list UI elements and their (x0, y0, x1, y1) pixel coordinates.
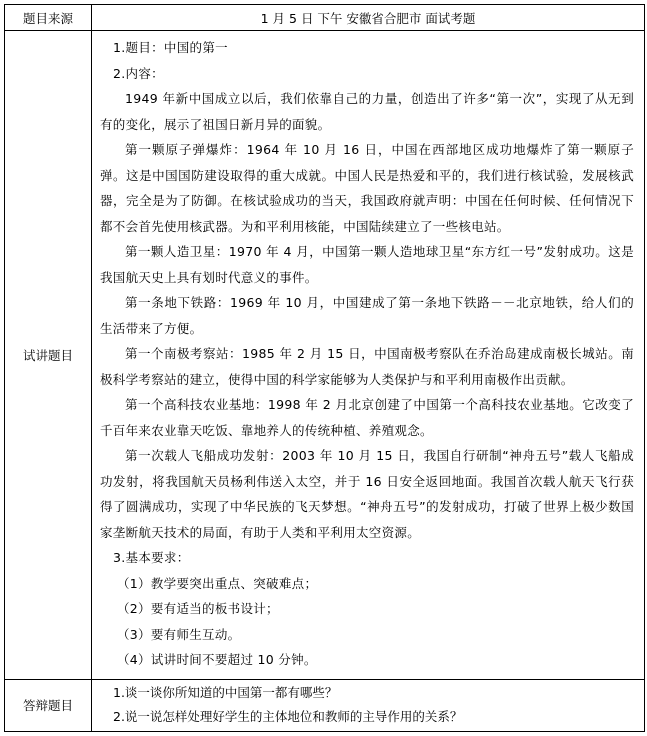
defense-row (5, 679, 645, 731)
header-row (5, 5, 645, 31)
defense-label: 答辩题目 (5, 679, 92, 731)
lecture-content (92, 31, 645, 680)
requirement-item: （3）要有师生互动。 (117, 626, 241, 642)
lecture-label: 试讲题目 (5, 31, 92, 680)
requirement-item: （2）要有适当的板书设计； (117, 601, 279, 616)
source-value: 1 月 5 日 下午 安徽省合肥市 面试考题 (92, 5, 645, 31)
paragraph-antarctic-station: 第一个南极考察站：1985 年 2 月 15 日，中国南极考察队在乔治岛建成南极长城站。南极科学考察站的建立，使得中国的科学家能够为人类保护与和平利用南极作出贡献。 (100, 346, 634, 387)
paragraph-manned-spaceflight: 第一次载人飞船成功发射：2003 年 10 月 15 日，我国自行研制“神舟五号”载人飞船成功发射，将我国航天员杨利伟送入太空，并于 16 日安全返回地面。我国首次载人航天飞行获得了圆满成功，实现了中华民族的飞天梦想。“神舟五号”的发射成功，打破了世界上极少数国家垄断航天技术的局面，有助于人类和平利用太空资源。 (100, 448, 634, 540)
requirements-heading: 3.基本要求： (113, 550, 190, 565)
requirement-item: （4）试讲时间不要超过 10 分钟。 (117, 652, 317, 667)
defense-question: 2.说一说怎样处理好学生的主体地位和教师的主导作用的关系？ (113, 708, 463, 724)
paragraph-agriculture-base: 第一个高科技农业基地：1998 年 2 月北京创建了中国第一个高科技农业基地。它改变了千百年来农业靠天吃饭、靠地养人的传统种植、养殖观念。 (100, 397, 634, 438)
lecture-row (5, 31, 645, 680)
defense-question: 1.谈一谈你所知道的中国第一都有哪些？ (113, 684, 338, 700)
paragraph-subway: 第一条地下铁路：1969 年 10 月，中国建成了第一条地下铁路－－北京地铁，给人们的生活带来了方便。 (100, 295, 634, 336)
exam-table (4, 4, 645, 732)
source-label: 题目来源 (5, 5, 92, 31)
content-heading: 2.内容： (113, 65, 164, 81)
defense-content (92, 679, 645, 731)
paragraph-intro: 1949 年新中国成立以后，我们依靠自己的力量，创造出了许多“第一次”，实现了从无到有的变化，展示了祖国日新月异的面貌。 (100, 91, 634, 132)
paragraph-atomic-bomb: 第一颗原子弹爆炸：1964 年 10 月 16 日，中国在西部地区成功地爆炸了第一颗原子弹。这是中国国防建设取得的重大成就。中国人民是热爱和平的，我们进行核试验，发展核武器，完全是为了防御。在核试验成功的当天，我国政府就声明：中国在任何时候、任何情况下都不会首先使用核武器。为和平利用核能，中国陆续建立了一些核电站。 (100, 142, 634, 234)
topic-line: 1.题目：中国的第一 (113, 40, 228, 55)
paragraph-satellite: 第一颗人造卫星：1970 年 4 月，中国第一颗人造地球卫星“东方红一号”发射成功。这是我国航天史上具有划时代意义的事件。 (100, 244, 634, 285)
requirement-item: （1）教学要突出重点、突破难点； (117, 575, 318, 591)
